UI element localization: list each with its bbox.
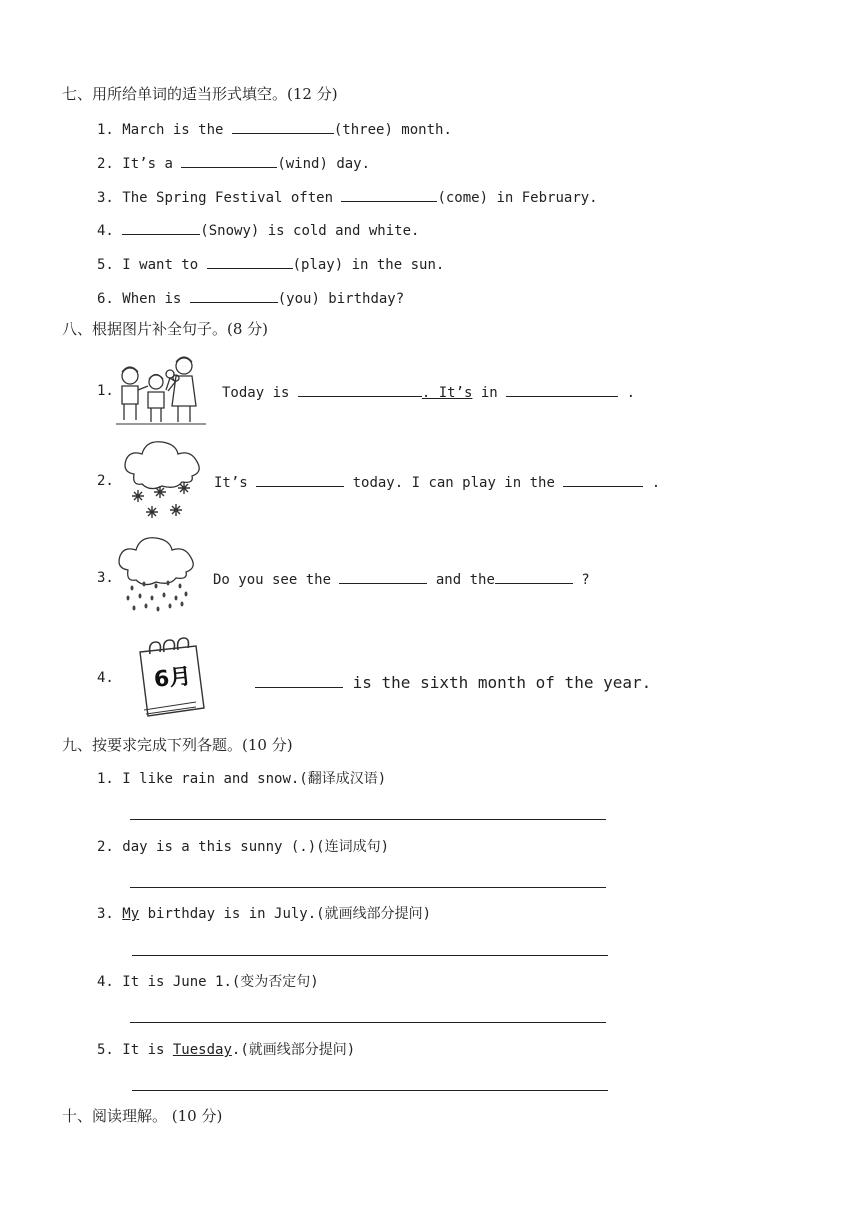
- item-number: 5.: [97, 1042, 114, 1058]
- fill-blank[interactable]: [190, 288, 278, 303]
- item-number: 6.: [97, 291, 114, 307]
- item-text: and the: [427, 572, 495, 588]
- fill-blank[interactable]: [256, 472, 344, 487]
- s8-item-4-number: 4.: [97, 670, 114, 686]
- s7-item-1: [97, 119, 452, 139]
- item-number: 2.: [97, 839, 114, 855]
- item-text: ?: [572, 572, 590, 588]
- answer-line[interactable]: [130, 1022, 606, 1023]
- s7-item-5: [97, 254, 444, 274]
- s8-item-2-text: [214, 472, 660, 492]
- fill-blank[interactable]: [298, 382, 422, 397]
- s9-item-2: [97, 838, 389, 856]
- item-number: 1.: [97, 122, 114, 138]
- fill-blank[interactable]: [232, 119, 334, 134]
- item-number: 3.: [97, 906, 114, 922]
- fill-blank[interactable]: [563, 472, 643, 487]
- s8-item-3-number: 3.: [97, 570, 114, 586]
- s8-item-4-text: [255, 673, 651, 692]
- snow-cloud-icon: [120, 438, 214, 522]
- children-celebrating-icon: [112, 352, 208, 426]
- item-text: It’s a: [122, 156, 182, 172]
- item-text: (you) birthday?: [277, 291, 405, 307]
- section-9-title: 九、按要求完成下列各题。(10 分): [62, 736, 293, 754]
- item-text: (three) month.: [333, 122, 452, 138]
- item-text: Do you see the: [213, 572, 340, 588]
- item-text: I want to: [122, 257, 207, 273]
- item-text: (Snowy) is cold and white.: [200, 223, 420, 239]
- s9-item-5: [97, 1041, 355, 1059]
- item-text: March is the: [122, 122, 232, 138]
- item-text: (come) in February.: [437, 190, 598, 206]
- section-10-title: 十、阅读理解。 (10 分): [62, 1107, 223, 1125]
- item-text: today. I can play in the: [344, 475, 564, 491]
- item-text: (wind) day.: [277, 156, 371, 172]
- s7-item-6: [97, 288, 404, 308]
- item-number: 2.: [97, 156, 114, 172]
- section-8-title: 八、根据图片补全句子。(8 分): [62, 320, 269, 338]
- item-number: 5.: [97, 257, 114, 273]
- section-7-title: 七、用所给单词的适当形式填空。(12 分): [62, 85, 338, 103]
- item-text: It is: [122, 1042, 173, 1058]
- item-number: 1.: [97, 771, 114, 787]
- underlined-word: My: [122, 906, 140, 922]
- item-text: The Spring Festival often: [122, 190, 342, 206]
- s9-item-4: [97, 973, 319, 991]
- item-text: Today is: [222, 385, 298, 401]
- s7-item-4: [97, 220, 419, 240]
- item-text: When is: [122, 291, 190, 307]
- fill-blank[interactable]: [181, 153, 277, 168]
- calendar-label: 6月: [152, 664, 193, 693]
- s7-item-2: [97, 153, 370, 173]
- s8-item-2-number: 2.: [97, 473, 114, 489]
- item-text: is the sixth month of the year.: [343, 673, 652, 692]
- s9-item-1: [97, 770, 386, 788]
- item-text: It is June 1.(变为否定句): [122, 974, 319, 990]
- fill-blank[interactable]: [122, 220, 200, 235]
- item-number: 4.: [97, 974, 114, 990]
- fill-blank[interactable]: [207, 254, 293, 269]
- item-text: birthday is in July.(就画线部分提问): [139, 906, 432, 922]
- s8-item-3-text: [213, 569, 590, 589]
- fill-blank[interactable]: [341, 187, 437, 202]
- item-number: 4.: [97, 223, 114, 239]
- answer-line[interactable]: [130, 819, 606, 820]
- answer-line[interactable]: [132, 1090, 608, 1091]
- fill-blank[interactable]: [339, 569, 427, 584]
- s7-item-3: [97, 187, 598, 207]
- answer-line[interactable]: [132, 955, 608, 956]
- calendar-june-icon: [132, 634, 212, 720]
- item-text: (play) in the sun.: [292, 257, 445, 273]
- underlined-word: Tuesday: [172, 1042, 232, 1058]
- fill-blank[interactable]: [506, 382, 618, 397]
- fill-blank[interactable]: [255, 673, 343, 688]
- item-text: . It’s: [421, 385, 473, 401]
- rain-cloud-icon: [116, 536, 206, 618]
- item-text: .: [618, 385, 636, 401]
- item-number: 3.: [97, 190, 114, 206]
- item-text: .(就画线部分提问): [231, 1042, 356, 1058]
- s8-item-1-number: 1.: [97, 383, 114, 399]
- item-text: .: [643, 475, 661, 491]
- item-text: It’s: [214, 475, 257, 491]
- item-text: day is a this sunny (.)(连词成句): [122, 839, 390, 855]
- answer-line[interactable]: [130, 887, 606, 888]
- item-text: in: [472, 385, 507, 401]
- s9-item-3: [97, 905, 431, 923]
- item-text: I like rain and snow.(翻译成汉语): [122, 771, 387, 787]
- s8-item-1-text: [222, 382, 635, 402]
- fill-blank[interactable]: [495, 569, 573, 584]
